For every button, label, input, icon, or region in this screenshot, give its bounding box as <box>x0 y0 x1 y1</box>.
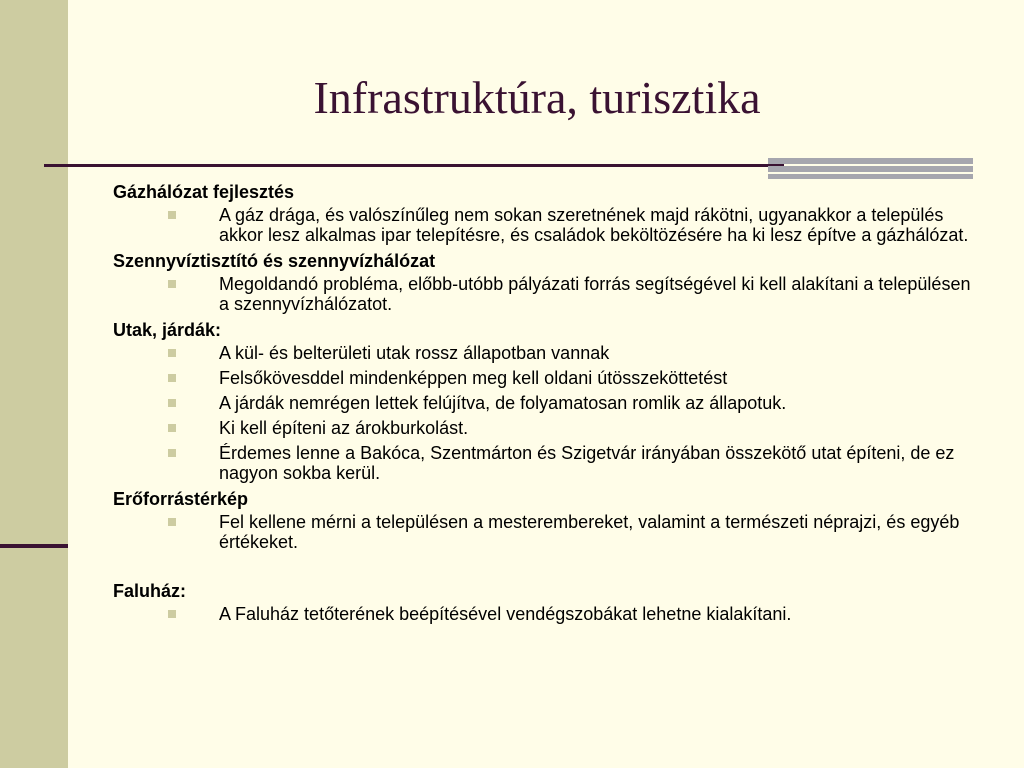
bullet-list-village-house <box>113 604 973 624</box>
bullet-list-gas <box>113 205 973 245</box>
bullet-text: Ki kell építeni az árokburkolást. <box>219 418 469 438</box>
left-decor-band <box>0 0 68 768</box>
bullet-text: Fel kellene mérni a településen a mesterembereket, valamint a természeti néprajzi, és egyéb értékeket. <box>219 512 960 552</box>
left-decor-line <box>0 544 68 548</box>
bullet-text: Felsőkövesddel mindenképpen meg kell oldani útösszeköttetést <box>219 368 728 388</box>
section-heading-resources: Erőforrástérkép <box>113 489 249 509</box>
bullet-item <box>113 274 973 314</box>
section-heading-village-house: Faluház: <box>113 581 187 601</box>
slide-body <box>113 181 973 629</box>
bullet-text: A járdák nemrégen lettek felújítva, de folyamatosan romlik az állapotuk. <box>219 393 787 413</box>
bullet-text: A gáz drága, és valószínűleg nem sokan szeretnének majd rákötni, ugyanakkor a település akkor lesz alkalmas ipar telepítésre, és családok beköltözésére ha ki lesz építve a gázhálózat. <box>219 205 969 245</box>
section-heading-gas: Gázhálózat fejlesztés <box>113 182 295 202</box>
decor-bar <box>768 166 973 172</box>
bullet-text: A Faluház tetőterének beépítésével vendégszobákat lehetne kialakítani. <box>219 604 792 624</box>
bullet-list-resources <box>113 512 973 552</box>
square-bullet-icon <box>168 518 176 526</box>
bullet-item <box>113 205 973 245</box>
bullet-text: Megoldandó probléma, előbb-utóbb pályázati forrás segítségével ki kell alakítani a településen a szennyvízhálózatot. <box>219 274 971 314</box>
bullet-item <box>113 443 973 483</box>
title-underline <box>44 164 784 167</box>
bullet-item <box>113 512 973 552</box>
bullet-text: Érdemes lenne a Bakóca, Szentmárton és Szigetvár irányában összekötő utat építeni, de ez nagyon sokba kerül. <box>219 443 955 483</box>
bullet-list-roads <box>113 343 973 483</box>
square-bullet-icon <box>168 349 176 357</box>
square-bullet-icon <box>168 211 176 219</box>
bullet-item <box>113 604 973 624</box>
bullet-item <box>113 343 973 363</box>
square-bullet-icon <box>168 374 176 382</box>
slide-title: Infrastruktúra, turisztika <box>313 72 761 123</box>
section-heading-sewage: Szennyvíztisztító és szennyvízhálózat <box>113 251 436 271</box>
bullet-list-sewage <box>113 274 973 314</box>
bullet-item <box>113 368 973 388</box>
bullet-item <box>113 393 973 413</box>
square-bullet-icon <box>168 610 176 618</box>
square-bullet-icon <box>168 280 176 288</box>
section-heading-roads: Utak, járdák: <box>113 320 222 340</box>
square-bullet-icon <box>168 424 176 432</box>
bullet-item <box>113 418 973 438</box>
square-bullet-icon <box>168 449 176 457</box>
bullet-text: A kül- és belterületi utak rossz állapotban vannak <box>219 343 610 363</box>
decor-bar <box>768 174 973 179</box>
decor-bar <box>768 158 973 164</box>
square-bullet-icon <box>168 399 176 407</box>
